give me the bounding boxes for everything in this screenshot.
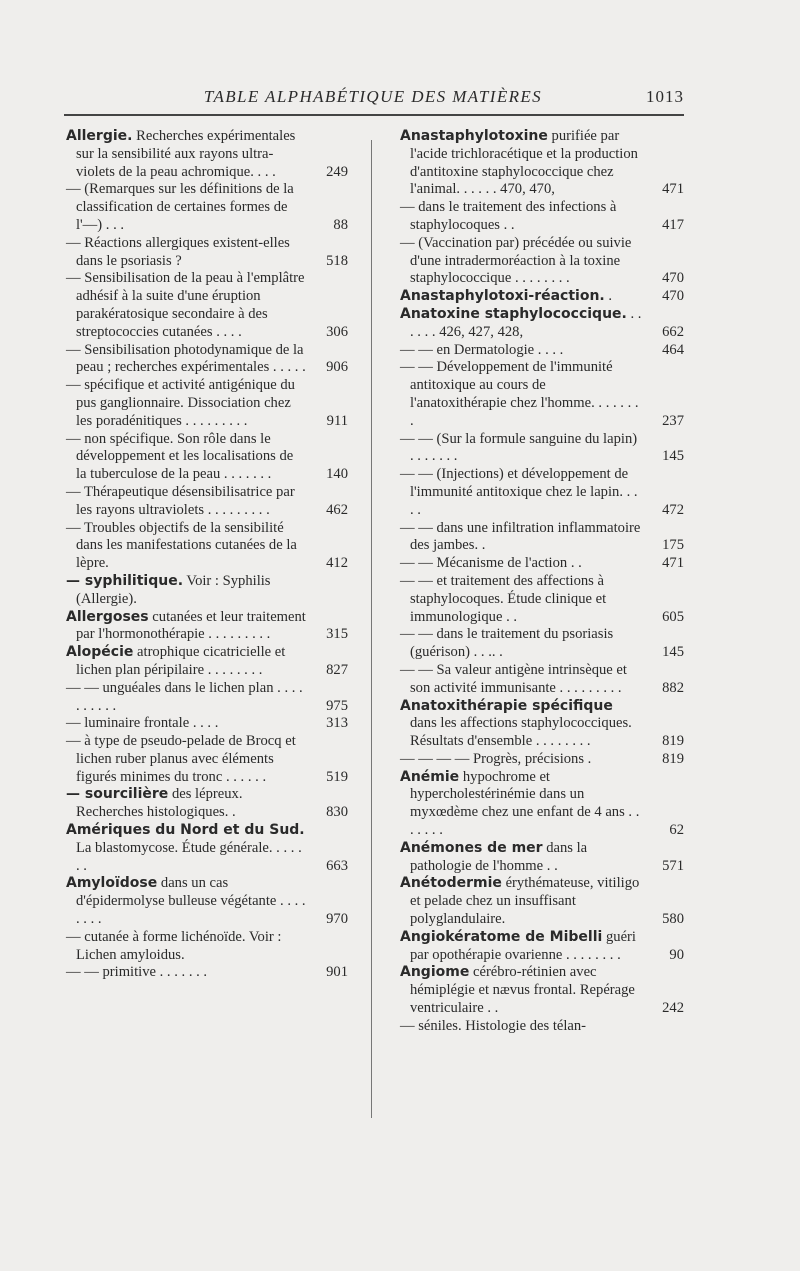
entry-text: — luminaire frontale . . . . bbox=[66, 715, 219, 732]
entry-headword: Anastaphylotoxi-réaction. bbox=[400, 288, 605, 305]
entry-text: — Troubles objectifs de la sensibilité dans les manifestations cutanées de la lèpre. bbox=[66, 519, 297, 572]
entry-page-number: 471 bbox=[662, 181, 684, 198]
entry-page-number: 830 bbox=[326, 804, 348, 821]
index-entry bbox=[66, 573, 348, 609]
entry-page-number: 663 bbox=[326, 857, 348, 874]
entry-page-number: 662 bbox=[662, 323, 684, 340]
entry-text: — — — — Progrès, précisions . bbox=[400, 750, 592, 767]
entry-page-number: 970 bbox=[326, 911, 348, 928]
index-entry bbox=[66, 520, 348, 573]
entry-text: hypochrome et hypercholestérinémie dans un myxœdème chez une enfant de 4 ans . . . . . . . bbox=[410, 768, 640, 839]
entry-text: — Thérapeutique désensibilisatrice par les rayons ultraviolets . . . . . . . . . bbox=[66, 483, 295, 518]
entry-page-number: 819 bbox=[662, 733, 684, 750]
entry-text: — — en Dermatologie . . . . bbox=[400, 341, 564, 358]
index-entry bbox=[400, 342, 684, 360]
entry-page-number: 906 bbox=[326, 359, 348, 376]
index-entry bbox=[400, 306, 684, 342]
entry-text: — Sensibilisation photodynamique de la peau ; recherches expérimentales . . . . . bbox=[66, 341, 306, 376]
entry-headword: Allergoses bbox=[66, 608, 149, 625]
entry-headword: Anatoxine staphylococcique. bbox=[400, 305, 627, 322]
index-entry bbox=[400, 840, 684, 876]
entry-text: — (Vaccination par) précédée ou suivie d'une intradermoréaction à la toxine staphylococcique . . . . . . . . bbox=[400, 234, 632, 287]
entry-text: — à type de pseudo-pelade de Brocq et lichen ruber planus avec éléments figurés minimes du tronc . . . . . . bbox=[66, 733, 296, 785]
entry-page-number: 412 bbox=[326, 555, 348, 572]
entry-text: — dans le traitement des infections à staphylocoques . . bbox=[400, 199, 617, 233]
entry-text: cutanées et leur traitement par l'hormonothérapie . . . . . . . . . bbox=[76, 608, 306, 643]
index-entry bbox=[66, 128, 348, 181]
entry-text: érythémateuse, vitiligo et pelade chez un insuffisant polyglandulaire. bbox=[410, 875, 640, 928]
index-entry bbox=[400, 698, 684, 751]
index-entry bbox=[66, 715, 348, 733]
entry-text: — non spécifique. Son rôle dans le développement et les localisations de la tuberculose de la peau . . . . . . . bbox=[66, 430, 294, 483]
index-entry bbox=[66, 377, 348, 430]
entry-text: des lépreux. Recherches histologiques. . bbox=[76, 786, 243, 821]
entry-page-number: 249 bbox=[326, 163, 348, 180]
column-divider bbox=[371, 140, 372, 1118]
entry-headword: — sourcilière bbox=[66, 786, 169, 803]
index-entry bbox=[66, 644, 348, 680]
entry-text: Recherches expérimentales sur la sensibilité aux rayons ultra-violets de la peau achromique. . . . bbox=[76, 128, 296, 180]
entry-page-number: 88 bbox=[333, 216, 348, 233]
index-entry bbox=[66, 733, 348, 786]
index-entry bbox=[400, 662, 684, 698]
running-header bbox=[62, 84, 684, 114]
entry-headword: — syphilitique. bbox=[66, 572, 184, 589]
index-entry bbox=[400, 199, 684, 235]
entry-text: dans les affections staphylococciques. Résultats d'ensemble . . . . . . . . bbox=[410, 715, 632, 750]
entry-text: purifiée par l'acide trichloracétique et la production d'antitoxine staphylococcique chez l'animal. . . . . . 470, 470, bbox=[410, 128, 638, 198]
entry-page-number: 417 bbox=[662, 216, 684, 233]
index-entry bbox=[66, 929, 348, 965]
entry-text: — — (Sur la formule sanguine du lapin) . . . . . . . bbox=[400, 430, 638, 465]
entry-text: — cutanée à forme lichénoïde. Voir : Lichen amyloidus. bbox=[66, 928, 282, 963]
entry-page-number: 175 bbox=[662, 537, 684, 554]
index-entry bbox=[66, 342, 348, 378]
entry-text: cérébro-rétinien avec hémiplégie et nævus frontal. Repérage ventriculaire . . bbox=[410, 964, 635, 1017]
page-title: TABLE ALPHABÉTIQUE DES MATIÈRES bbox=[203, 87, 543, 106]
entry-page-number: 472 bbox=[662, 501, 684, 518]
entry-headword: Anémie bbox=[400, 768, 460, 785]
entry-page-number: 313 bbox=[326, 715, 348, 732]
entry-text: — spécifique et activité antigénique du pus ganglionnaire. Dissociation chez les poradénitiques . . . . . . . . . bbox=[66, 377, 295, 429]
index-entry bbox=[66, 875, 348, 928]
entry-headword: Anastaphylotoxine bbox=[400, 128, 548, 144]
index-entry bbox=[400, 573, 684, 626]
entry-page-number: 911 bbox=[326, 412, 348, 429]
entry-text: — — dans une infiltration inflammatoire des jambes. . bbox=[400, 519, 641, 554]
index-entry bbox=[400, 964, 684, 1017]
entry-page-number: 464 bbox=[662, 341, 684, 358]
entry-page-number: 470 bbox=[662, 270, 684, 287]
index-entry bbox=[400, 431, 684, 467]
index-entry bbox=[66, 181, 348, 234]
entry-text: — (Remarques sur les définitions de la classification de certaines formes de l'—) . . . bbox=[66, 181, 294, 233]
entry-text: — Réactions allergiques existent-elles dans le psoriasis ? bbox=[66, 234, 290, 269]
entry-headword: Amériques du Nord et du Sud. bbox=[66, 822, 305, 839]
entry-text: . bbox=[608, 288, 613, 305]
entry-text: — — Sa valeur antigène intrinsèque et son activité immunisante . . . . . . . . . bbox=[400, 661, 627, 696]
index-entry bbox=[400, 929, 684, 965]
entry-headword: Amyloïdose bbox=[66, 875, 158, 892]
entry-page-number: 882 bbox=[662, 679, 684, 696]
index-entry bbox=[400, 520, 684, 556]
entry-headword: Angiome bbox=[400, 964, 470, 981]
index-entry bbox=[66, 484, 348, 520]
entry-headword: Anétodermie bbox=[400, 875, 502, 892]
page-number: 1013 bbox=[646, 87, 684, 106]
entry-text: . . . . . . 426, 427, 428, bbox=[410, 305, 642, 340]
index-entry bbox=[66, 609, 348, 645]
index-entry bbox=[66, 431, 348, 484]
entry-text: dans un cas d'épidermolyse bulleuse végétante . . . . . . . . bbox=[76, 875, 306, 928]
index-entry bbox=[66, 964, 348, 982]
index-entry bbox=[66, 270, 348, 341]
entry-page-number: 237 bbox=[662, 412, 684, 429]
entry-page-number: 571 bbox=[662, 857, 684, 874]
index-entry bbox=[400, 1018, 684, 1036]
index-entry bbox=[66, 235, 348, 271]
entry-page-number: 140 bbox=[326, 466, 348, 483]
right-column bbox=[400, 128, 684, 1036]
entry-headword: Anatoxithérapie spécifique bbox=[400, 697, 613, 714]
entry-page-number: 471 bbox=[662, 555, 684, 572]
header-rule bbox=[64, 114, 684, 116]
entry-page-number: 90 bbox=[669, 946, 684, 963]
entry-headword: Allergie. bbox=[66, 128, 133, 144]
entry-text: atrophique cicatricielle et lichen plan péripilaire . . . . . . . . bbox=[76, 644, 286, 678]
entry-text: — séniles. Histologie des télan- bbox=[400, 1017, 587, 1034]
index-entry bbox=[400, 769, 684, 840]
entry-text: dans la pathologie de l'homme . . bbox=[410, 839, 588, 874]
entry-page-number: 62 bbox=[669, 822, 684, 839]
entry-text: — — et traitement des affections à staphylocoques. Étude clinique et immunologique . . bbox=[400, 572, 607, 625]
entry-page-number: 827 bbox=[326, 661, 348, 678]
entry-text: — — primitive . . . . . . . bbox=[66, 964, 208, 981]
entry-headword: Angiokératome de Mibelli bbox=[400, 928, 603, 945]
index-entry bbox=[66, 680, 348, 716]
entry-page-number: 819 bbox=[662, 750, 684, 767]
entry-page-number: 519 bbox=[326, 768, 348, 785]
index-entry bbox=[400, 626, 684, 662]
left-column bbox=[66, 128, 348, 982]
entry-text: La blastomycose. Étude générale. . . . . . . bbox=[76, 839, 302, 874]
index-entry bbox=[400, 359, 684, 430]
entry-page-number: 145 bbox=[662, 448, 684, 465]
entry-text: Voir : Syphilis (Allergie). bbox=[76, 572, 271, 607]
index-entry bbox=[66, 786, 348, 822]
index-entry bbox=[400, 875, 684, 928]
entry-text: guéri par opothérapie ovarienne . . . . . . . . bbox=[410, 928, 636, 963]
index-entry bbox=[400, 128, 684, 199]
index-entry bbox=[400, 466, 684, 519]
entry-text: — — unguéales dans le lichen plan . . . . . . . . . . bbox=[66, 679, 303, 714]
entry-page-number: 470 bbox=[662, 288, 684, 305]
entry-text: — — dans le traitement du psoriasis (guérison) . . .. . bbox=[400, 626, 614, 661]
entry-page-number: 901 bbox=[326, 964, 348, 981]
entry-text: — Sensibilisation de la peau à l'emplâtre adhésif à la suite d'une éruption parakératosique secondaire à des streptococcies cutanées . . . . bbox=[66, 270, 305, 340]
entry-text: — — Mécanisme de l'action . . bbox=[400, 555, 582, 572]
entry-page-number: 145 bbox=[662, 644, 684, 661]
entry-headword: Anémones de mer bbox=[400, 839, 543, 856]
index-entry bbox=[400, 288, 684, 306]
entry-page-number: 306 bbox=[326, 323, 348, 340]
entry-page-number: 580 bbox=[662, 911, 684, 928]
entry-page-number: 462 bbox=[326, 501, 348, 518]
index-entry bbox=[66, 822, 348, 875]
index-entry bbox=[400, 235, 684, 288]
entry-page-number: 518 bbox=[326, 252, 348, 269]
index-entry bbox=[400, 751, 684, 769]
entry-text: — — (Injections) et développement de l'immunité antitoxique chez le lapin. . . . . bbox=[400, 466, 638, 518]
entry-page-number: 975 bbox=[326, 697, 348, 714]
index-entry bbox=[400, 555, 684, 573]
entry-page-number: 242 bbox=[662, 1000, 684, 1017]
entry-page-number: 605 bbox=[662, 608, 684, 625]
entry-text: — — Développement de l'immunité antitoxique au cours de l'anatoxithérapie chez l'homme. . . . . . . . bbox=[400, 359, 639, 429]
entry-page-number: 315 bbox=[326, 626, 348, 643]
entry-headword: Alopécie bbox=[66, 644, 134, 661]
